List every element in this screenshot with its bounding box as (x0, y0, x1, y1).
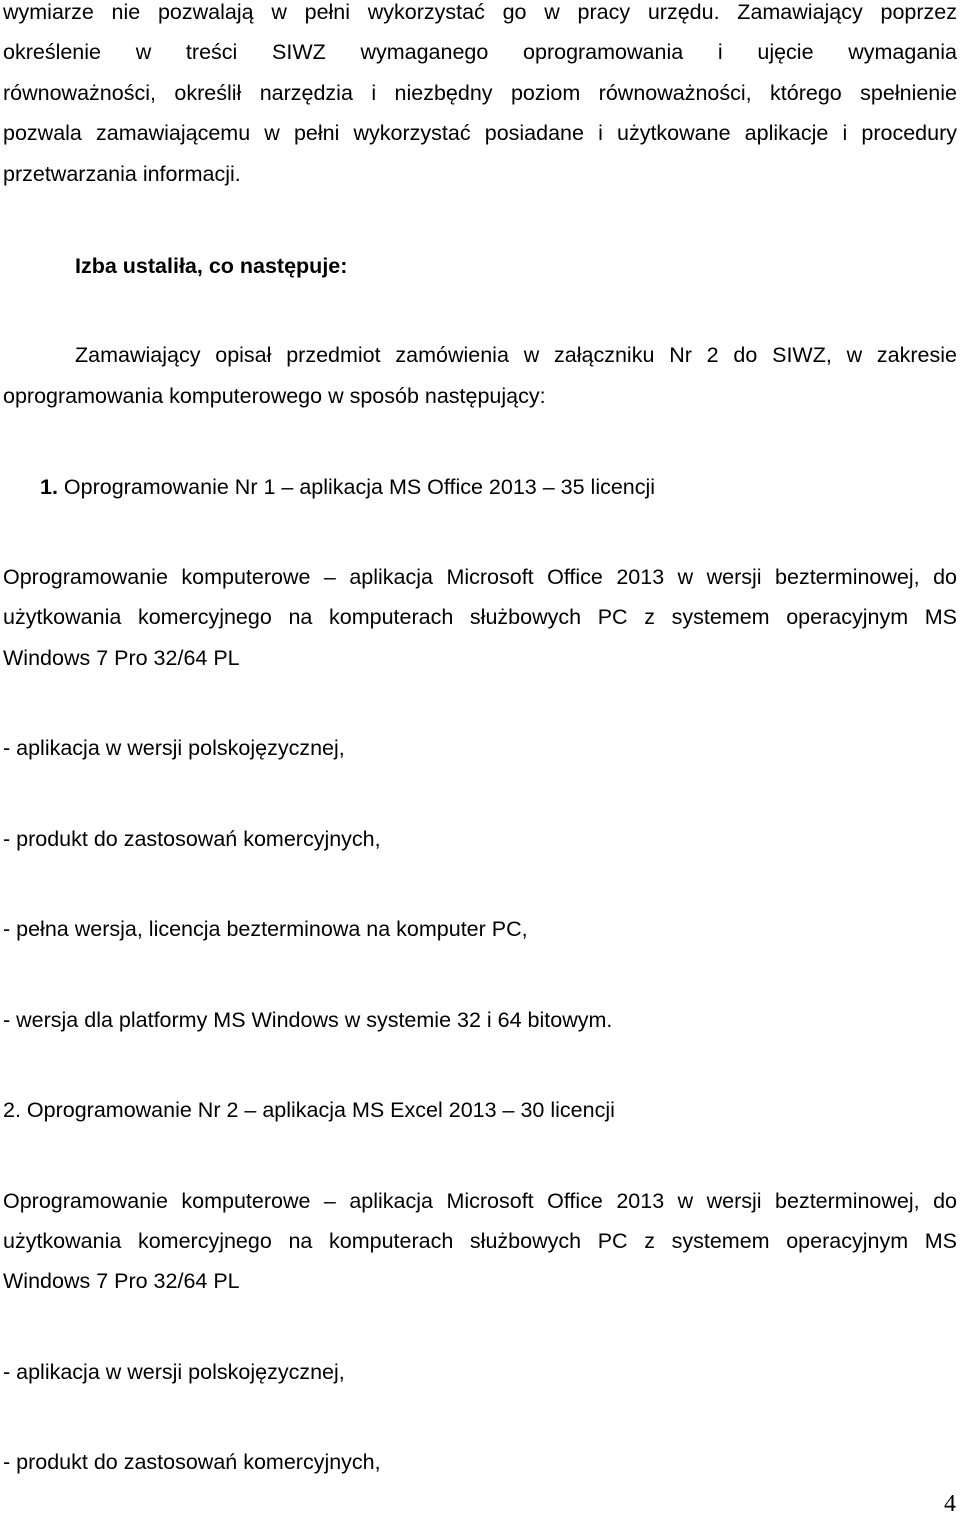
intro-line-1: wymiarze nie pozwalają w pełni wykorzystać go w pracy urzędu. Zamawiający poprzez (3, 0, 957, 24)
section-1-description-line-3: Windows 7 Pro 32/64 PL (3, 646, 240, 670)
section-1-requirement-4: - wersja dla platformy MS Windows w systemie 32 i 64 bitowym. (3, 1008, 613, 1032)
section-2-title-text: Oprogramowanie Nr 2 – aplikacja MS Excel 2013 – 30 licencji (26, 1098, 615, 1122)
section-2-description-line-2: użytkowania komercyjnego na komputerach służbowych PC z systemem operacyjnym MS (3, 1229, 957, 1253)
intro-line-2: określenie w treści SIWZ wymaganego oprogramowania i ujęcie wymagania (3, 40, 957, 64)
section-1-description-line-2: użytkowania komercyjnego na komputerach służbowych PC z systemem operacyjnym MS (3, 605, 957, 629)
section-heading: Izba ustaliła, co następuje: (75, 254, 348, 278)
intro-line-4: pozwala zamawiającemu w pełni wykorzystać posiadane i użytkowane aplikacje i procedury (3, 121, 957, 145)
section-1-requirement-3: - pełna wersja, licencja bezterminowa na komputer PC, (3, 917, 528, 941)
section-2-requirement-1: - aplikacja w wersji polskojęzycznej, (3, 1360, 345, 1384)
section-2-number: 2. (3, 1098, 21, 1122)
description-line-2: oprogramowania komputerowego w sposób następujący: (3, 384, 546, 408)
section-1-title-text: Oprogramowanie Nr 1 – aplikacja MS Office 2013 – 35 licencji (63, 475, 656, 499)
page-number: 4 (944, 1491, 956, 1517)
intro-line-3: równoważności, określił narzędzia i niezbędny poziom równoważności, którego spełnienie (3, 81, 957, 105)
intro-line-5: przetwarzania informacji. (3, 162, 241, 186)
section-1-title (40, 474, 955, 500)
section-2-requirement-2: - produkt do zastosowań komercyjnych, (3, 1450, 381, 1474)
section-1-number: 1. (40, 475, 58, 499)
section-2-description-line-3: Windows 7 Pro 32/64 PL (3, 1269, 240, 1293)
section-2-title (3, 1097, 957, 1123)
section-1-description-line-1: Oprogramowanie komputerowe – aplikacja Microsoft Office 2013 w wersji bezterminowej, do (3, 565, 957, 589)
section-1-requirement-1: - aplikacja w wersji polskojęzycznej, (3, 736, 345, 760)
section-2-description-line-1: Oprogramowanie komputerowe – aplikacja Microsoft Office 2013 w wersji bezterminowej, do (3, 1189, 957, 1213)
section-1-requirement-2: - produkt do zastosowań komercyjnych, (3, 827, 381, 851)
description-line-1: Zamawiający opisał przedmiot zamówienia w załączniku Nr 2 do SIWZ, w zakresie (75, 343, 957, 367)
